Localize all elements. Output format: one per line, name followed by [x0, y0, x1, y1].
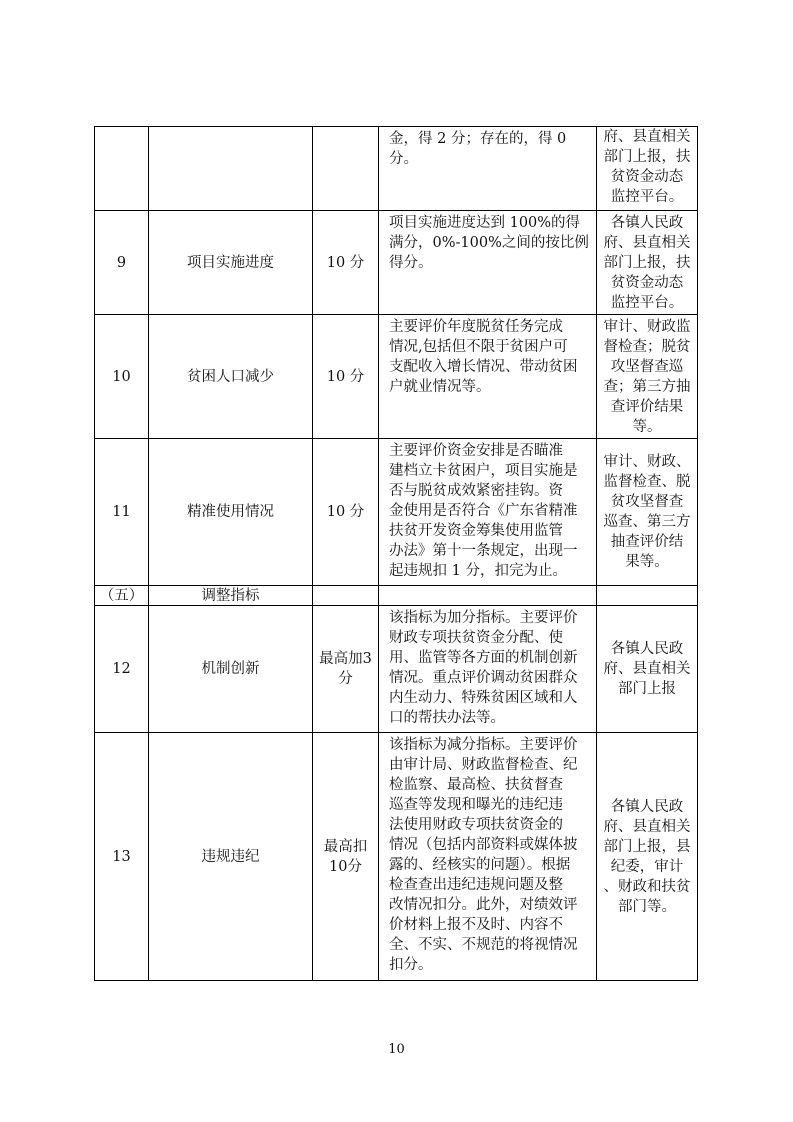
- source-line: 贫攻坚督查: [610, 494, 684, 510]
- source-line: 各镇人民政: [610, 641, 684, 657]
- description-line: 检查查出违纪违规问题及整: [389, 877, 563, 893]
- indicator-name: 机制创新: [149, 606, 313, 733]
- indicator-description: [379, 606, 597, 733]
- score-line: 扣 10: [329, 838, 368, 875]
- description-line: 主要评价年度脱贫任务完成: [389, 319, 563, 335]
- data-source: [597, 211, 698, 315]
- description-line: 情况。重点评价调动贫困群众: [389, 670, 578, 686]
- source-line: 府、县直相关: [603, 234, 691, 251]
- score-line: 10 分: [326, 504, 365, 520]
- description-line: 检监察、最高检、扶贫督查: [389, 777, 563, 793]
- indicator-name: 项目实施进度: [149, 211, 313, 315]
- source-line: 审计、财政、: [603, 454, 691, 470]
- source-line: 果等。: [625, 554, 669, 570]
- data-source: [597, 127, 698, 211]
- row-number: （五）: [95, 586, 149, 606]
- indicator-score: [313, 606, 379, 733]
- description-line: 情况,包括但不限于贫困户可: [389, 339, 568, 355]
- source-line: 督检查；脱贫: [603, 338, 691, 355]
- indicator-name: 违规违纪: [149, 733, 313, 981]
- indicator-description: [379, 127, 597, 211]
- source-line: 部门上报，扶: [603, 254, 691, 271]
- indicator-description: [379, 211, 597, 315]
- section-row: [95, 586, 698, 606]
- table-row: [95, 606, 698, 733]
- source-line: 部门等。: [618, 898, 676, 915]
- data-source: [597, 315, 698, 439]
- indicator-description: [379, 733, 597, 981]
- description-line: 金，得 2 分；存在的，得 0 分。: [389, 131, 567, 167]
- indicator-score: [313, 315, 379, 439]
- description-line: 得分。: [389, 255, 433, 271]
- source-line: 查评价结果: [610, 398, 684, 415]
- score-line: 最高: [323, 838, 353, 855]
- row-number: [95, 127, 149, 211]
- indicator-name: 调整指标: [149, 586, 313, 606]
- indicator-score: [313, 127, 379, 211]
- description-line: 户就业情况等。: [389, 379, 491, 395]
- description-line: 办法》第十一条规定，出现一: [389, 543, 578, 559]
- indicator-description: [379, 315, 597, 439]
- description-line: 情况（包括内部资料或媒体披: [389, 837, 578, 853]
- source-line: 监督检查、脱: [603, 474, 691, 490]
- table-row: [95, 211, 698, 315]
- source-line: 纪委，审计: [610, 858, 684, 875]
- row-number: 11: [95, 439, 149, 586]
- page-number: 10: [388, 1042, 405, 1057]
- data-source: [597, 606, 698, 733]
- indicator-score: [313, 733, 379, 981]
- table-row: [95, 439, 698, 586]
- description-line: 建档立卡贫困户，项目实施是: [389, 463, 578, 479]
- source-line: 各镇人民政: [610, 214, 684, 231]
- source-line: 贫资金动态: [610, 169, 684, 185]
- description-line: 扶贫开发资金筹集使用监管: [389, 523, 563, 539]
- row-number: 9: [95, 211, 149, 315]
- table-row: [95, 733, 698, 981]
- table-row: [95, 127, 698, 211]
- source-line: 部门上报，扶: [603, 149, 691, 165]
- description-line: 口的帮扶办法等。: [389, 710, 505, 726]
- indicator-description: [379, 586, 597, 606]
- score-line: 10 分: [326, 368, 365, 385]
- score-line: 10 分: [326, 254, 365, 271]
- description-line: 金使用是否符合《广东省精准: [389, 503, 578, 519]
- table-row: [95, 315, 698, 439]
- description-line: 满分，0%-100%之间的按比例: [389, 235, 589, 251]
- data-source: [597, 439, 698, 586]
- source-line: 监控平台。: [610, 294, 684, 311]
- row-number: 13: [95, 733, 149, 981]
- description-line: 露的、经核实的问题）。根据: [389, 857, 571, 873]
- indicator-score: [313, 586, 379, 606]
- source-line: 巡查、第三方: [603, 514, 691, 530]
- source-line: 贫资金动态: [610, 274, 684, 291]
- description-line: 支配收入增长情况、带动贫困: [389, 359, 578, 375]
- description-line: 该指标为加分指标。主要评价: [389, 610, 578, 626]
- description-line: 否与脱贫成效紧密挂钩。资: [389, 483, 563, 499]
- indicator-table: [94, 126, 698, 981]
- source-line: 查；第三方抽: [603, 378, 691, 395]
- indicator-score: [313, 211, 379, 315]
- row-number: 10: [95, 315, 149, 439]
- description-line: 巡查等发现和曝光的违纪违: [389, 797, 563, 813]
- description-line: 扣分。: [389, 957, 433, 973]
- indicator-table-body: [95, 127, 698, 981]
- data-source: [597, 733, 698, 981]
- indicator-name: [149, 127, 313, 211]
- source-line: 各镇人民政: [610, 798, 684, 815]
- description-line: 价材料上报不及时、内容不: [389, 917, 563, 933]
- score-line: 分: [347, 858, 362, 875]
- description-line: 全、不实、不规范的将视情况: [389, 937, 578, 953]
- data-source: [597, 586, 698, 606]
- description-line: 法使用财政专项扶贫资金的: [389, 817, 563, 833]
- score-line: 最高加: [319, 651, 363, 667]
- description-line: 内生动力、特殊贫困区域和人: [389, 690, 578, 706]
- description-line: 项目实施进度达到 100%的得: [389, 215, 581, 231]
- indicator-description: [379, 439, 597, 586]
- source-line: 审计、财政监: [603, 318, 691, 335]
- source-line: 府、县直相关: [603, 129, 691, 145]
- source-line: 等。: [632, 418, 662, 435]
- indicator-name: 贫困人口减少: [149, 315, 313, 439]
- source-line: 抽查评价结: [610, 534, 684, 550]
- source-line: 、财政和扶贫: [603, 878, 691, 895]
- source-line: 部门上报，县: [603, 838, 691, 855]
- description-line: 起违规扣 1 分，扣完为止。: [389, 563, 567, 579]
- description-line: 该指标为减分指标。主要评价: [389, 737, 578, 753]
- source-line: 府、县直相关: [603, 818, 691, 835]
- row-number: 12: [95, 606, 149, 733]
- indicator-score: [313, 439, 379, 586]
- source-line: 攻坚督查巡: [610, 358, 684, 375]
- description-line: 改情况扣分。此外，对绩效评: [389, 897, 578, 913]
- description-line: 用、监管等各方面的机制创新: [389, 650, 578, 666]
- source-line: 监控平台。: [610, 189, 684, 205]
- indicator-name: 精准使用情况: [149, 439, 313, 586]
- score-line: 3 分: [338, 651, 372, 687]
- description-line: 主要评价资金安排是否瞄准: [389, 443, 563, 459]
- description-line: 财政专项扶贫资金分配、使: [389, 630, 563, 646]
- source-line: 府、县直相关: [603, 661, 691, 677]
- description-line: 由审计局、财政监督检查、纪: [389, 757, 578, 773]
- source-line: 部门上报: [618, 681, 676, 697]
